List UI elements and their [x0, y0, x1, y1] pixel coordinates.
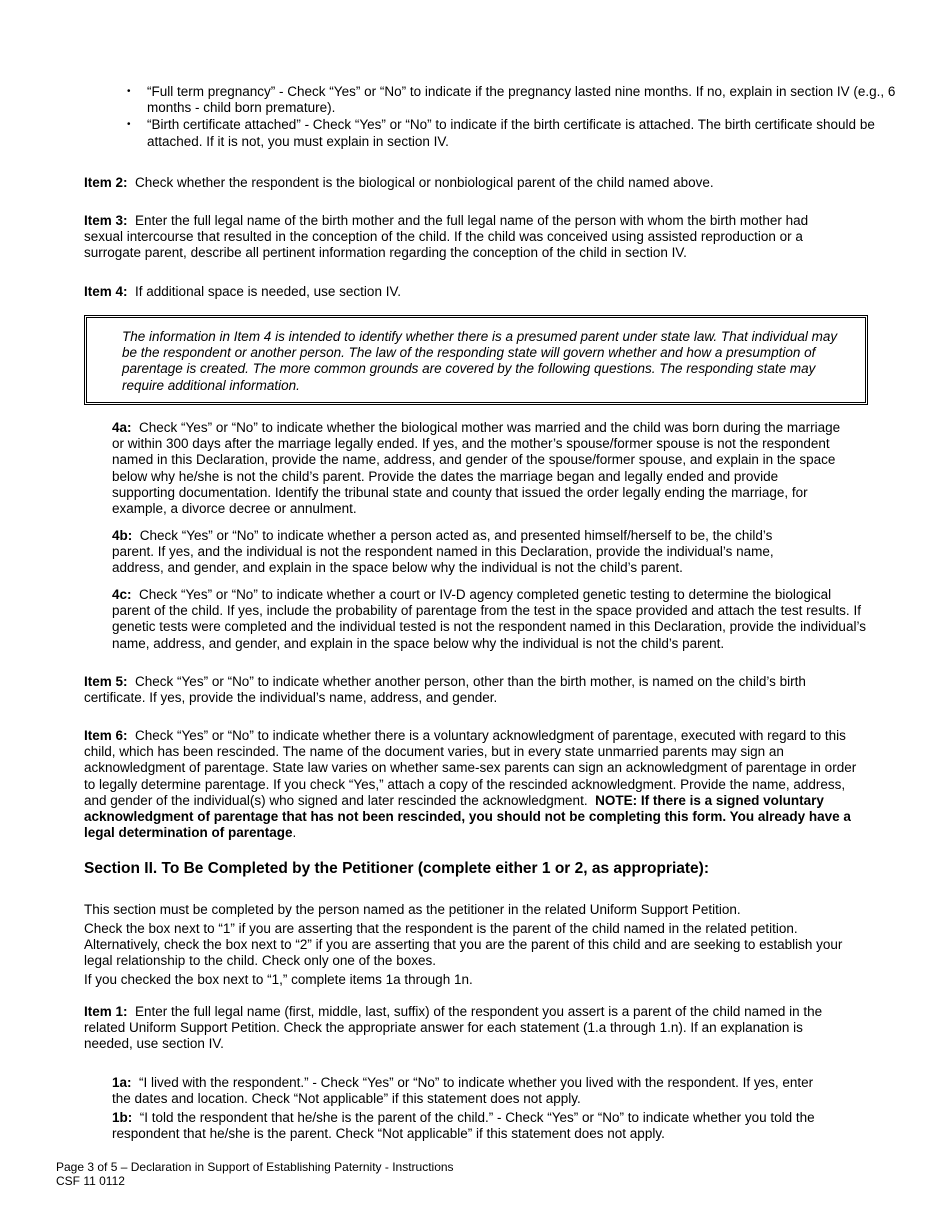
item-4-info-text: The information in Item 4 is intended to identify whether there is a presumed parent under state law. That individual may be the respondent or another person. The law of the responding state will govern whether and how a presumption of parentage is created. The more common grounds are covered by the following questions. The responding state may require additional information. [122, 329, 838, 393]
item-6-paragraph [84, 728, 869, 841]
bullet-full-term-pregnancy [127, 84, 917, 116]
item-6-label: Item 6: [84, 728, 128, 743]
item-2-paragraph [84, 175, 874, 191]
item-4a-label: 4a: [112, 420, 132, 435]
item-5-paragraph [84, 674, 849, 706]
bullet-birth-certificate [127, 117, 917, 149]
item-1b-text: “I told the respondent that he/she is the parent of the child.” - Check “Yes” or “No” to indicate whether you told the respondent that he/she is the parent. Check “Not applicable” if this statement does not apply. [112, 1110, 815, 1142]
item-4a-text: Check “Yes” or “No” to indicate whether the biological mother was married and the child was born during the marriage or within 300 days after the marriage legally ended. If yes, and the mother’s spouse/former spouse is not the respondent named in this Declaration, provide the name, address, and gender of the spouse/former spouse, and explain in the space below why he/she is not the child’s parent. Provide the dates the marriage began and legally ended and provide supporting documentation. Identify the tribunal state and county that issued the order legally ending the marriage, for example, a divorce decree or annulment. [112, 420, 841, 517]
item-4b-text: Check “Yes” or “No” to indicate whether a person acted as, and presented himself/herself to be, the child’s parent. If yes, and the individual is not the respondent named in this Declaration, provide the individual’s name, address, and gender, and explain in the space below why the individual is not the child’s parent. [112, 528, 774, 576]
item-1a-text: “I lived with the respondent.” - Check “Yes” or “No” to indicate whether you lived with the respondent. If yes, enter the dates and location. Check “Not applicable” if this statement does not apply. [112, 1075, 814, 1107]
item-4b-paragraph [112, 528, 812, 577]
page-footer [56, 1160, 656, 1188]
item-3-label: Item 3: [84, 213, 128, 228]
item-6-note-end: . [292, 825, 297, 841]
item-3-paragraph [84, 213, 844, 262]
item-2-label: Item 2: [84, 175, 128, 190]
instruction-bullet-list [127, 84, 917, 151]
item-6-note: NOTE: If there is a signed voluntary acknowledgment of parentage that has not been rescinded, you should not be completing this form. You already have a legal determination of parentage [84, 792, 851, 841]
item-1b-paragraph [112, 1110, 842, 1142]
item-1b-label: 1b: [112, 1110, 133, 1125]
item-1-paragraph [84, 1004, 824, 1053]
item-2-text: Check whether the respondent is the biological or nonbiological parent of the child named above. [135, 175, 714, 190]
item-4-text: If additional space is needed, use section IV. [135, 284, 401, 299]
item-1-label: Item 1: [84, 1004, 128, 1019]
section-2-heading: Section II. To Be Completed by the Petitioner (complete either 1 or 2, as appropriate): [84, 860, 709, 877]
section-2-instructions: Check the box next to “1” if you are asserting that the respondent is the parent of the child named in the related petition. Alternatively, check the box next to “2” if you are asserting that you are the parent of this child and are seeking to establish your legal relationship to the child. Check only one of the boxes. [84, 921, 843, 969]
item-4c-label: 4c: [112, 587, 132, 602]
item-4c-text: Check “Yes” or “No” to indicate whether a court or IV-D agency completed genetic testing to determine the biological parent of the child. If yes, include the probability of parentage from the test in the space provided and attach the test results. If genetic tests were completed and the individual tested is not the respondent named in this Declaration, provide the individual’s name, address, and gender, and explain in the space below why the individual is not the child’s parent. [112, 587, 866, 651]
item-4b-label: 4b: [112, 528, 133, 543]
bullet-text: “Full term pregnancy” - Check “Yes” or “No” to indicate if the pregnancy lasted nine months. If no, explain in section IV (e.g., 6 months - child born premature). [147, 84, 896, 116]
item-5-text: Check “Yes” or “No” to indicate whether another person, other than the birth mother, is named on the child’s birth certificate. If yes, provide the individual’s name, address, and gender. [84, 674, 806, 706]
item-3-text: Enter the full legal name of the birth mother and the full legal name of the person with whom the birth mother had sexual intercourse that resulted in the conception of the child. If the child was conceived using assisted reproduction or a surrogate parent, describe all pertinent information regarding the conception of the child in section IV. [84, 213, 809, 261]
footer-form-code: CSF 11 0112 [56, 1174, 125, 1188]
section-2-item-note: If you checked the box next to “1,” complete items 1a through 1n. [84, 972, 473, 987]
item-1a-paragraph [112, 1075, 827, 1107]
footer-page-info: Page 3 of 5 – Declaration in Support of Establishing Paternity - Instructions [56, 1160, 454, 1174]
item-4-label: Item 4: [84, 284, 128, 299]
section-2-intro: This section must be completed by the person named as the petitioner in the related Uniform Support Petition. [84, 902, 741, 917]
item-4a-paragraph [112, 420, 842, 517]
item-6-text: Check “Yes” or “No” to indicate whether there is a voluntary acknowledgment of parentage, executed with regard to this child, which has been rescinded. The name of the document varies, but in every state unmarried parents may sign an acknowledgment of parentage. State law varies on whether same-sex parents can sign an acknowledgment of parentage in order to legally determine parentage. If you check “Yes,” attach a copy of the rescinded acknowledgment. Provide the name, address, and gender of the individual(s) who signed and later rescinded the acknowledgment. [84, 728, 857, 808]
item-4-info-box [84, 315, 868, 405]
item-4c-paragraph [112, 587, 872, 652]
item-4-paragraph [84, 284, 874, 300]
item-1-text: Enter the full legal name (first, middle, last, suffix) of the respondent you assert is a parent of the child named in the related Uniform Support Petition. Check the appropriate answer for each statement (1.a through 1.n). If an explanation is needed, use section IV. [84, 1004, 823, 1052]
item-1a-label: 1a: [112, 1075, 132, 1090]
item-5-label: Item 5: [84, 674, 128, 689]
bullet-text: “Birth certificate attached” - Check “Yes” or “No” to indicate if the birth certificate is attached. The birth certificate should be attached. If it is not, you must explain in section IV. [147, 117, 875, 149]
